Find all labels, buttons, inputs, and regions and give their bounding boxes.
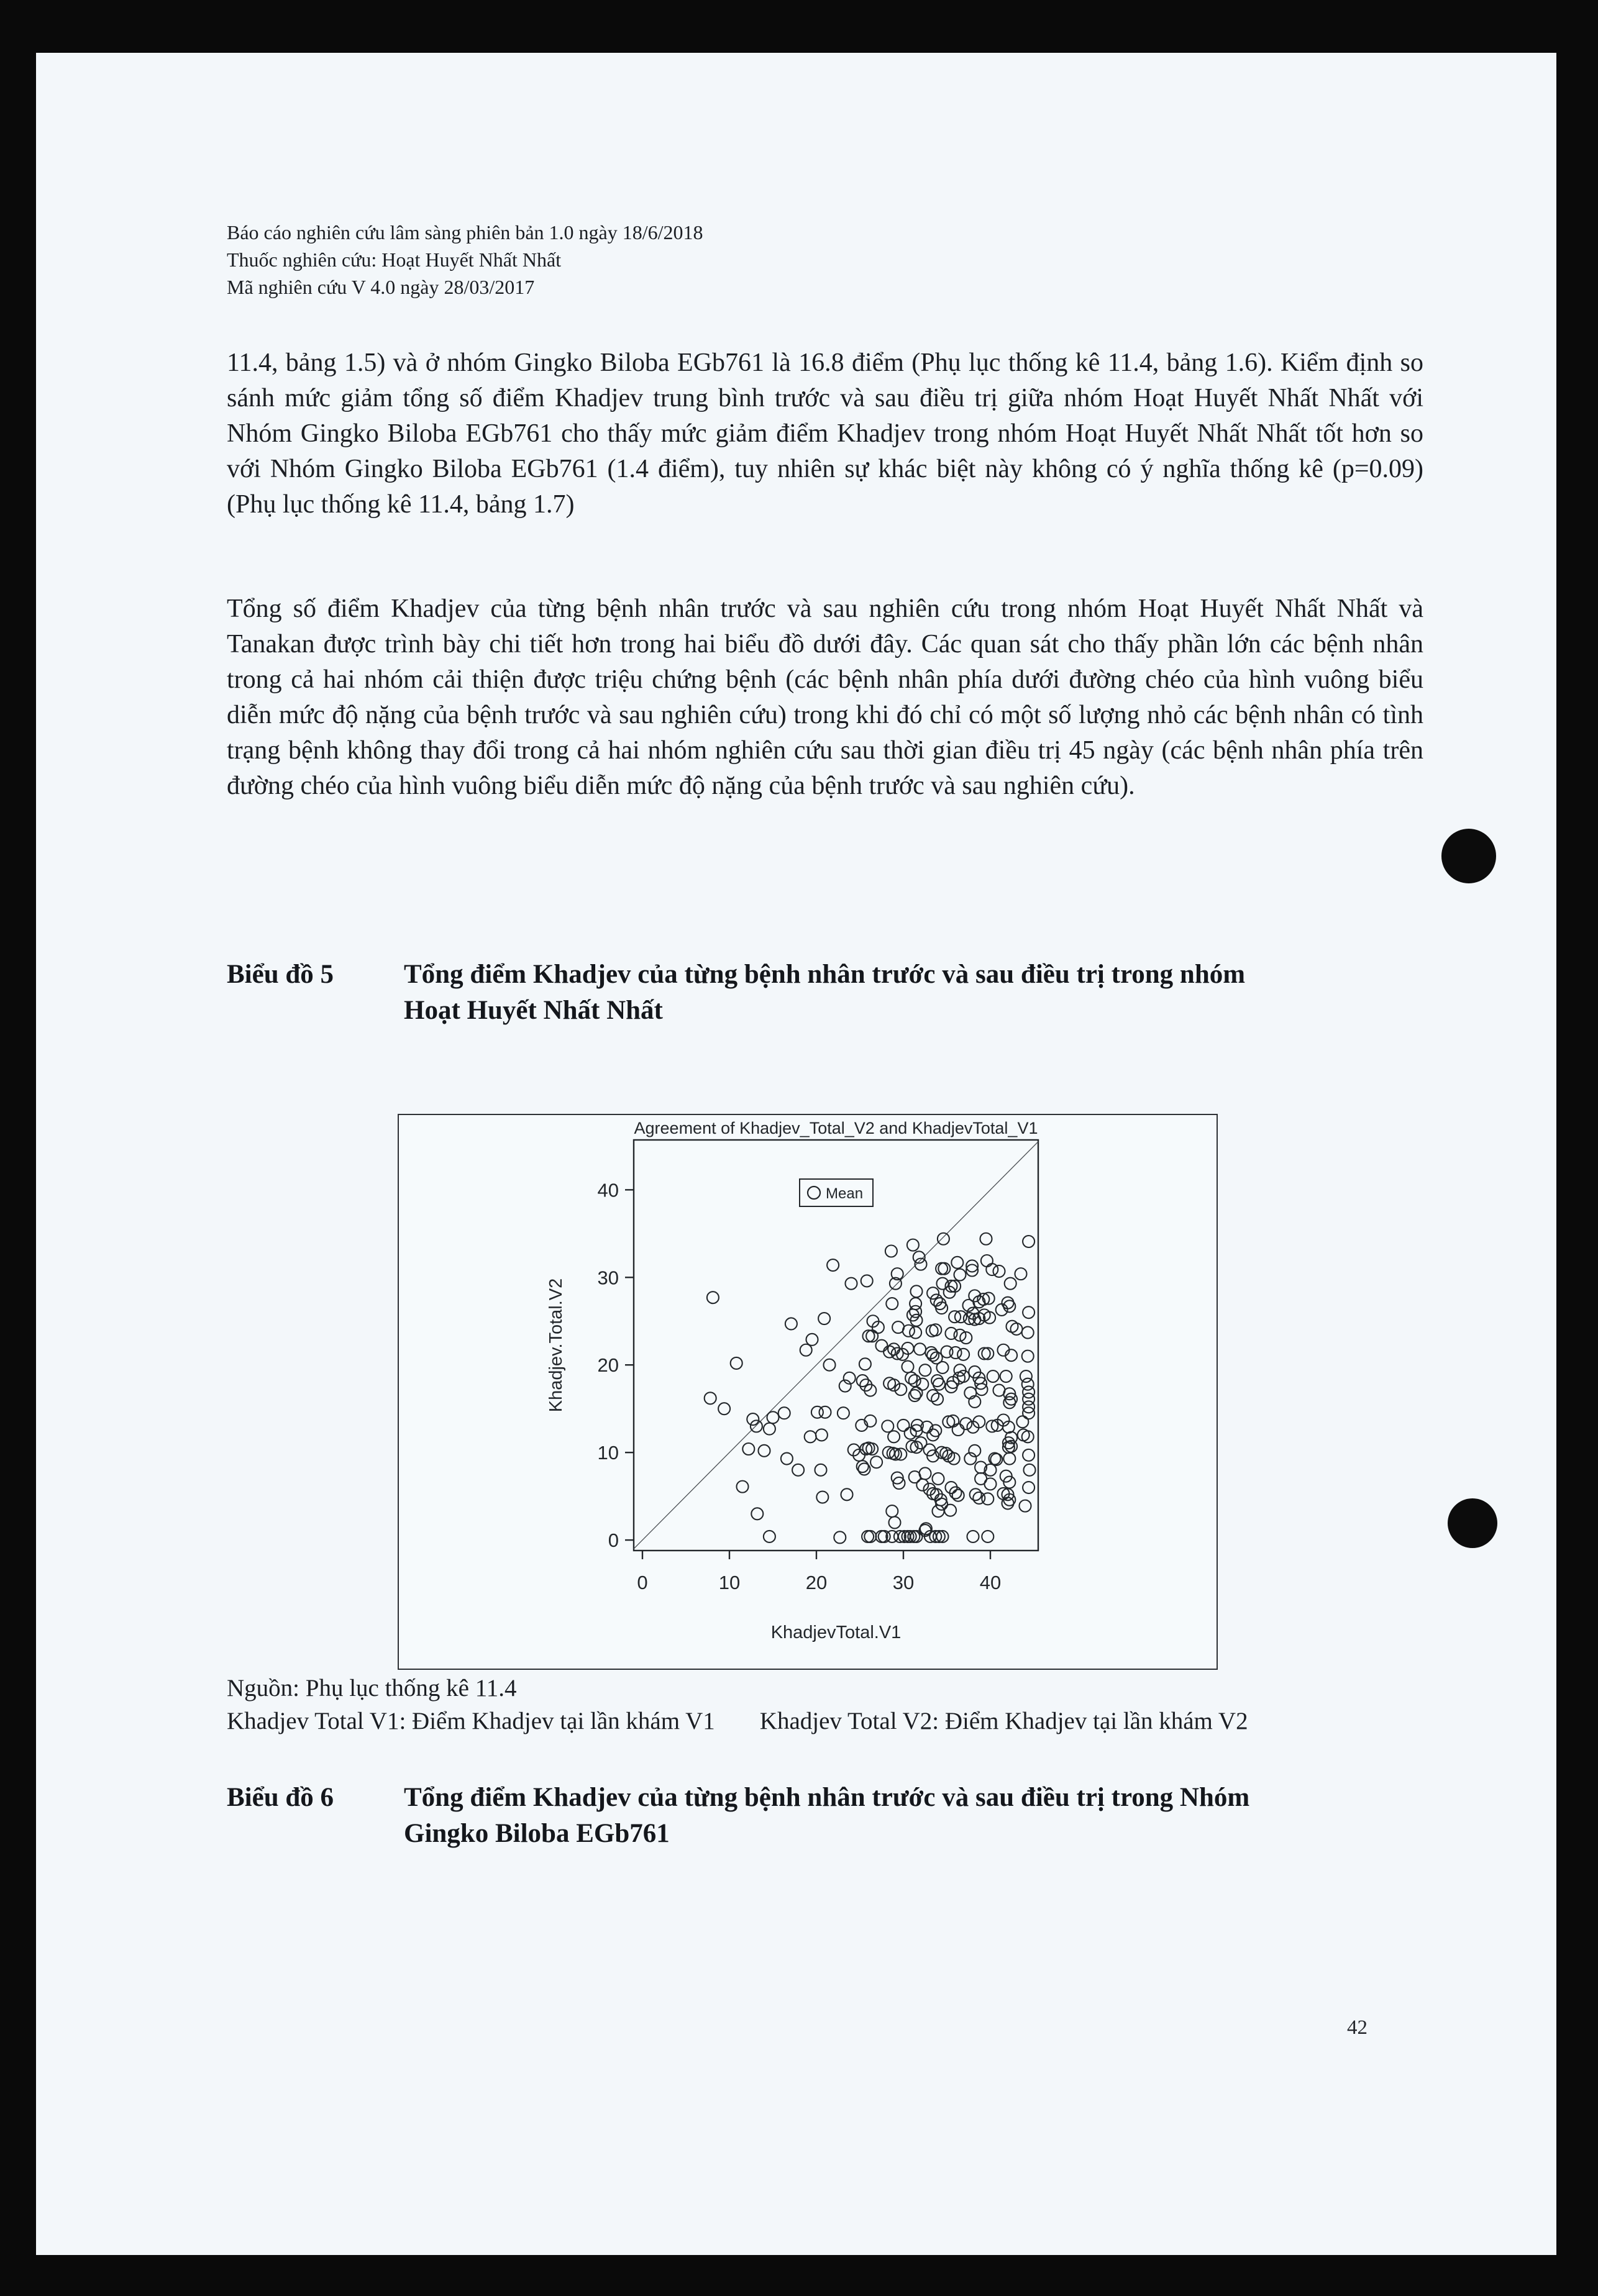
scatter-point (960, 1418, 972, 1429)
figure6-label: Biểu đồ 6 (227, 1783, 334, 1812)
scatter-point (982, 1531, 993, 1542)
scatter-point (952, 1424, 964, 1436)
scatter-point (870, 1456, 882, 1468)
scatter-point (862, 1531, 874, 1542)
x-tick-label: 40 (979, 1572, 1002, 1593)
y-tick-label: 40 (597, 1179, 619, 1201)
scatter-point (886, 1298, 898, 1310)
header-version-line: Báo cáo nghiên cứu lâm sàng phiên bản 1.0 ngày 18/6/2018 (227, 221, 703, 244)
scatter-point (910, 1327, 921, 1339)
scatter-point (909, 1375, 921, 1387)
scatter-point (1023, 1306, 1034, 1318)
body-paragraph-2: Tổng số điểm Khadjev của từng bệnh nhân trước và sau nghiên cứu trong nhóm Hoạt Huyết Nhất Nhất và Tanakan được trình bày chi tiết hơn trong hai biểu đồ dưới đây. Các quan sát cho thấy phần lớn các bệnh nhân trong cả hai nhóm cải thiện được triệu chứng bệnh (các bệnh nhân phía dưới đường chéo của hình vuông biểu diễn mức độ nặng của bệnh trước và sau nghiên cứu) trong khi đó chỉ có một số lượng nhỏ các bệnh nhân có tình trạng bệnh không thay đổi trong cả hai nhóm nghiên cứu sau thời gian điều trị 45 ngày (các bệnh nhân phía trên đường chéo của hình vuông biểu diễn mức độ nặng của bệnh trước và sau nghiên cứu). (227, 594, 1423, 800)
scatter-point (911, 1285, 923, 1297)
scatter-point (1023, 1482, 1034, 1493)
scatter-point (895, 1383, 906, 1395)
scatter-point (805, 1431, 816, 1442)
scatter-point (938, 1233, 949, 1245)
scatter-point (888, 1379, 900, 1391)
x-tick-label: 0 (637, 1572, 648, 1593)
figure5-title-line2: Hoạt Huyết Nhất Nhất (404, 996, 663, 1025)
scatter-point (759, 1445, 770, 1457)
scatter-point (937, 1362, 949, 1374)
scatter-point (751, 1508, 763, 1519)
scatter-point (952, 1490, 964, 1501)
header-code-line: Mã nghiên cứu V 4.0 ngày 28/03/2017 (227, 276, 535, 298)
scatter-point (882, 1420, 893, 1432)
chart-title: Agreement of Khadjev_Total_V2 and KhadjevTotal_V1 (634, 1119, 1038, 1137)
scatter-point (1020, 1500, 1031, 1512)
source-note: Nguồn: Phụ lục thống kê 11.4 (227, 1675, 517, 1702)
scatter-point (1003, 1453, 1015, 1465)
scatter-point (1015, 1268, 1027, 1280)
scatter-point (993, 1265, 1005, 1277)
scatter-point (886, 1505, 898, 1517)
legend-label: Mean (826, 1185, 864, 1202)
scatter-point (954, 1269, 966, 1281)
scatter-point (1023, 1236, 1034, 1247)
scatter-point (861, 1275, 873, 1287)
scatter-point (785, 1318, 797, 1329)
scatter-point (982, 1493, 993, 1505)
header-drug-line: Thuốc nghiên cứu: Hoạt Huyết Nhất Nhất (227, 248, 562, 271)
scatter-point (927, 1287, 939, 1299)
scatter-point (980, 1233, 992, 1245)
scatter-point (1022, 1351, 1034, 1362)
figure6-heading (227, 1780, 1429, 1852)
scatter-point (1007, 1321, 1018, 1332)
figure6-title (404, 1780, 1249, 1852)
scatter-point (1020, 1370, 1032, 1382)
x-axis-label: KhadjevTotal.V1 (770, 1623, 902, 1642)
scatter-point (864, 1531, 876, 1542)
scatter-point (742, 1443, 754, 1455)
scatter-point (933, 1505, 944, 1517)
v2-note: Khadjev Total V2: Điểm Khadjev tại lần khám V2 (759, 1708, 1248, 1734)
scatter-point (1003, 1396, 1015, 1408)
scatter-point (816, 1492, 828, 1503)
scatter-point (705, 1392, 716, 1404)
scatter-point (1023, 1386, 1034, 1398)
scatter-point (920, 1467, 931, 1479)
scatter-point (916, 1378, 928, 1390)
scatter-point (889, 1516, 901, 1528)
scatter-point (800, 1344, 812, 1356)
scatter-point (1022, 1431, 1034, 1442)
scatter-point (902, 1361, 914, 1373)
figure6-title-line2: Gingko Biloba EGb761 (404, 1819, 670, 1848)
x-tick-label: 10 (718, 1572, 741, 1593)
v1-note: Khadjev Total V1: Điểm Khadjev tại lần khám V1 (227, 1708, 715, 1734)
scatter-point (1002, 1497, 1014, 1509)
scatter-point (778, 1407, 790, 1419)
scatter-point (841, 1488, 853, 1500)
figure5-title (404, 957, 1245, 1029)
scatter-point (781, 1453, 793, 1465)
scatter-point (751, 1420, 762, 1432)
scatter-point (927, 1429, 939, 1441)
scatter-point (859, 1358, 871, 1370)
scatter-point (764, 1531, 775, 1542)
x-tick-label: 30 (892, 1572, 915, 1593)
scatter-point (933, 1378, 945, 1390)
scatter-point (747, 1413, 759, 1425)
y-tick-label: 10 (597, 1442, 619, 1464)
scatter-point (806, 1334, 818, 1346)
visit-notes (227, 1707, 1248, 1735)
scatter-point (767, 1411, 779, 1423)
scatter-point (818, 1313, 830, 1324)
scatter-point (987, 1370, 999, 1382)
page-number: 42 (1347, 2016, 1367, 2039)
scatter-point (920, 1364, 931, 1376)
scatter-point (895, 1448, 906, 1460)
scatter-point (1000, 1370, 1012, 1382)
x-tick-label: 20 (805, 1572, 828, 1593)
scatter-point (957, 1349, 969, 1360)
y-tick-label: 20 (597, 1354, 619, 1377)
scatter-point (996, 1304, 1008, 1316)
scatter-point (936, 1263, 947, 1275)
scatter-point (707, 1292, 719, 1303)
scatter-point (1024, 1464, 1036, 1476)
legend-marker-icon (808, 1187, 820, 1199)
scatter-point (985, 1478, 997, 1490)
body-paragraph-1: 11.4, bảng 1.5) và ở nhóm Gingko Biloba EGb761 là 16.8 điểm (Phụ lục thống kê 11.4, bảng 1.6). Kiểm định so sánh mức giảm tổng số điểm Khadjev trung bình trước và sau điều trị giữa nhóm Hoạt Huyết Nhất Nhất với Nhóm Gingko Biloba EGb761 cho thấy mức giảm điểm Khadjev trong nhóm Hoạt Huyết Nhất Nhất tốt hơn so với Nhóm Gingko Biloba EGb761 (1.4 điểm), tuy nhiên sự khác biệt này không có ý nghĩa thống kê (p=0.09) (Phụ lục thống kê 11.4, bảng 1.7) (227, 348, 1423, 519)
scatter-point (938, 1263, 950, 1275)
scatter-point (981, 1255, 993, 1267)
scatter-point (951, 1257, 963, 1269)
scatter-point (816, 1429, 828, 1441)
scatter-point (838, 1407, 849, 1419)
punch-hole-top (1441, 829, 1496, 883)
scatter-point (1005, 1278, 1016, 1290)
scatter-point (834, 1531, 846, 1543)
scatter-point (933, 1473, 944, 1485)
figure6-title-line1: Tổng điểm Khadjev của từng bệnh nhân trước và sau điều trị trong Nhóm (404, 1783, 1250, 1812)
scatter-figure (398, 1114, 1218, 1670)
scatter-point (916, 1479, 928, 1491)
scatter-point (950, 1347, 962, 1359)
scatter-point (876, 1340, 888, 1352)
scatter-point (824, 1359, 836, 1371)
scatter-point (883, 1346, 895, 1358)
scatter-point (907, 1239, 919, 1251)
scatter-point (737, 1481, 749, 1493)
scatter-point (827, 1259, 839, 1271)
scatter-point (1003, 1300, 1015, 1312)
punch-hole-bottom (1448, 1498, 1497, 1548)
scatter-point (970, 1488, 982, 1500)
scatter-point (731, 1357, 742, 1369)
figure5-heading (227, 957, 1429, 1029)
scatter-point (718, 1403, 730, 1414)
scatter-point (820, 1406, 831, 1418)
figure5-title-line1: Tổng điểm Khadjev của từng bệnh nhân trước và sau điều trị trong nhóm (404, 960, 1246, 989)
scatter-point (905, 1372, 917, 1384)
y-tick-label: 30 (597, 1267, 619, 1289)
scatter-point (888, 1431, 900, 1442)
scatter-point (815, 1464, 827, 1476)
scatter-point (946, 1328, 957, 1339)
scatter-point (967, 1531, 979, 1542)
scatter-point (846, 1278, 857, 1290)
scatter-chart-svg (399, 1115, 1217, 1669)
scatter-point (764, 1423, 775, 1435)
scatter-point (1022, 1327, 1034, 1339)
scatter-point (1011, 1323, 1023, 1335)
scatter-point (1016, 1416, 1028, 1428)
scatter-point (885, 1245, 897, 1257)
figure5-label: Biểu đồ 5 (227, 960, 334, 989)
scatter-point (944, 1505, 956, 1516)
scatter-point (898, 1419, 910, 1431)
document-header (227, 219, 703, 301)
scatter-point (1023, 1449, 1034, 1461)
y-axis-label: Khadjev.Total.V2 (546, 1278, 566, 1413)
scatter-point (792, 1464, 804, 1476)
identity-line (634, 1142, 1038, 1549)
y-tick-label: 0 (608, 1529, 619, 1552)
scatter-point (914, 1343, 926, 1355)
